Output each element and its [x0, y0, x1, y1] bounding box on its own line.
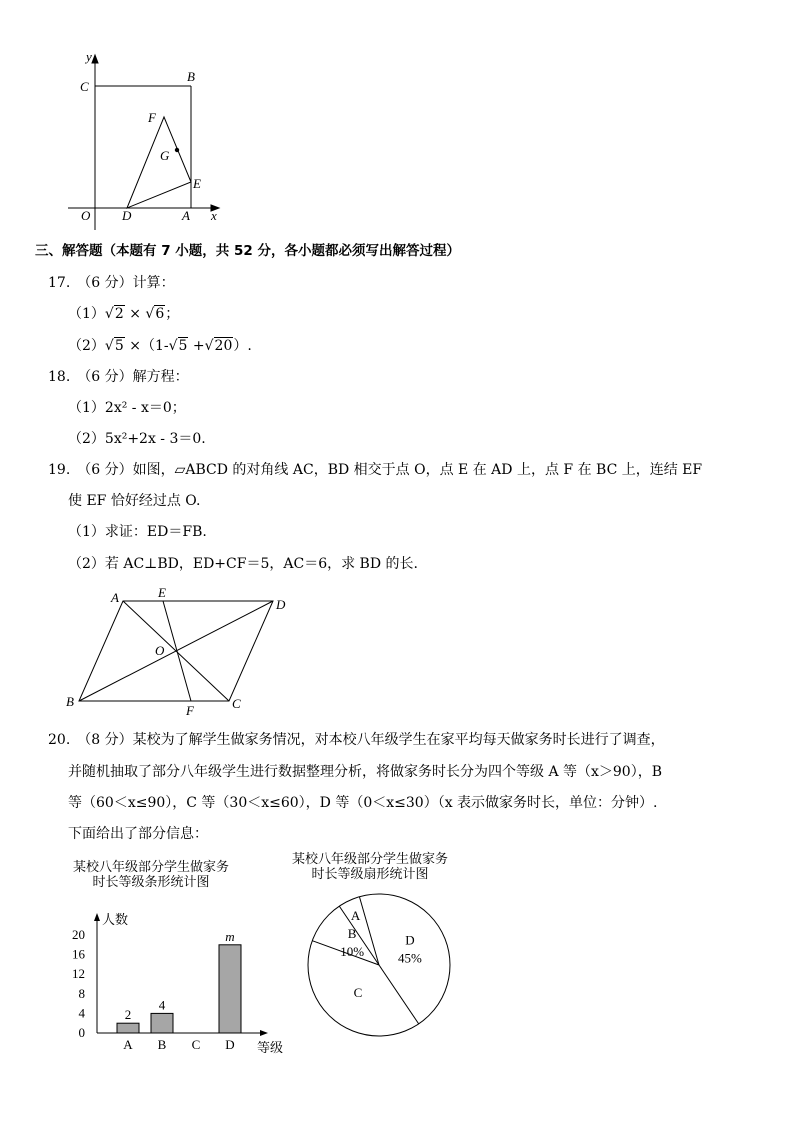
q17-heading: 17. （6 分）计算：	[48, 275, 175, 291]
pie-slice-label: A	[350, 907, 361, 923]
q18-part2: （2）5x²+2x - 3＝0.	[68, 431, 206, 447]
label-o: O	[81, 208, 91, 223]
x-tick-label: B	[157, 1037, 167, 1052]
q20-line3: 等（60＜x≤90），C 等（30＜x≤60），D 等（0＜x≤30）（x 表示做家务时长，单位：分钟）.	[68, 795, 658, 811]
q19-part1: （1）求证：ED＝FB.	[68, 524, 207, 540]
label-c: C	[80, 79, 89, 94]
bar-chart-title-line2: 时长等级条形统计图	[92, 874, 210, 889]
y-tick-label: 12	[72, 966, 85, 982]
q20-line2: 并随机抽取了部分八年级学生进行数据整理分析，将做家务时长分为四个等级 A 等（x＞90），B	[68, 764, 663, 780]
pie-slice-label: C	[353, 984, 363, 1000]
y-tick-label: 8	[78, 985, 85, 1001]
pie-chart-title-line1: 某校八年级部分学生做家务	[291, 851, 449, 866]
radicand: 20	[214, 338, 233, 354]
radicand: 2	[114, 306, 124, 322]
label-x: x	[211, 208, 217, 223]
y-tick-label: 0	[78, 1025, 85, 1040]
bar-data-label: 2	[124, 1007, 132, 1023]
label-d: D	[276, 597, 286, 612]
pie-chart-title-line2: 时长等级扇形统计图	[311, 866, 429, 881]
x-tick-label: C	[191, 1037, 201, 1052]
q18-heading: 18. （6 分）解方程：	[48, 369, 189, 385]
bar-chart-title-line1: 某校八年级部分学生做家务	[72, 859, 230, 874]
q17-part1: （1）√2 × √6；	[68, 306, 180, 322]
label-o: O	[155, 643, 165, 658]
label-b: B	[187, 69, 195, 84]
q19-line1: 19. （6 分）如图，▱ABCD 的对角线 AC，BD 相交于点 O，点 E 在 AD 上，点 F 在 BC 上，连结 EF	[48, 462, 703, 478]
q19-part2: （2）若 AC⊥BD，ED+CF＝5，AC＝6，求 BD 的长.	[68, 556, 418, 572]
q18-part1: （1）2x² - x＝0；	[68, 400, 186, 416]
label-f: F	[148, 110, 156, 125]
label-a: A	[111, 590, 119, 605]
y-axis-label: 人数	[102, 912, 129, 927]
pie-slice-percent: 45%	[397, 950, 422, 966]
q17-part2: （2）√5 ×（1-√5 +√20）.	[68, 338, 252, 354]
q20-line4: 下面给出了部分信息：	[68, 826, 208, 842]
section-heading: 三、解答题（本题有 7 小题，共 52 分，各小题都必须写出解答过程）	[35, 243, 460, 259]
pie-slice-label: B	[347, 926, 357, 942]
radicand: 5	[114, 338, 124, 354]
radicand: 6	[155, 306, 165, 322]
label-y: y	[86, 49, 92, 64]
radicand: 5	[178, 338, 188, 354]
pie-slice-percent: 10%	[340, 944, 365, 960]
label-e: E	[193, 176, 201, 191]
label-b: B	[66, 694, 74, 709]
y-tick-label: 20	[72, 927, 85, 942]
x-tick-label: A	[123, 1037, 133, 1052]
q19-line2: 使 EF 恰好经过点 O.	[68, 493, 201, 509]
label-c: C	[232, 696, 241, 711]
x-tick-label: D	[225, 1037, 235, 1052]
x-axis-label: 等级	[257, 1040, 284, 1055]
label-e: E	[158, 585, 166, 600]
bar-data-label: m	[225, 928, 235, 944]
label-f: F	[186, 703, 194, 718]
label-d: D	[122, 208, 132, 223]
bar-data-label: 4	[158, 997, 166, 1013]
label-a: A	[182, 208, 190, 223]
y-tick-label: 16	[72, 946, 85, 962]
q20-line1: 20. （8 分）某校为了解学生做家务情况，对本校八年级学生在家平均每天做家务时长进行了调查，	[48, 732, 665, 748]
label-g: G	[160, 148, 170, 163]
y-tick-label: 4	[78, 1005, 85, 1021]
pie-slice-label: D	[405, 932, 415, 948]
